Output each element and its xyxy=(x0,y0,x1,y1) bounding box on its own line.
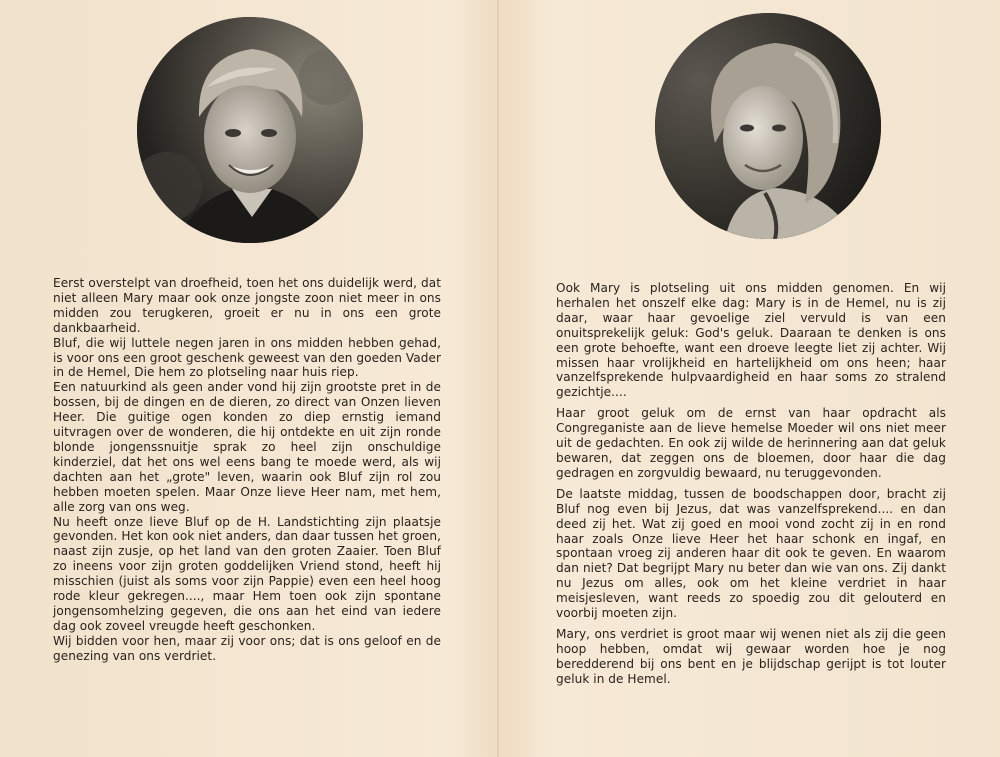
right-paragraph: De laatste middag, tussen de boodschappen door, bracht zij Bluf nog even bij Jezus, dat was vanzelfsprekend.... en dan deed zij het. Wat zij goed en mooi vond zocht zij in en rond haar zoals Onze lieve Heer het haar schonk en ingaf, en spontaan vroeg zij anderen haar dit ook te geven. En waarom dan niet? Dat begrijpt Mary nu beter dan wie van ons. Zij dankt nu Jezus om alles, ook om het kleine verdriet in haar meisjesleven, want reeds zo spoedig zou dit gelouterd en voorbij moeten zijn. xyxy=(556,486,946,621)
left-page xyxy=(0,0,497,757)
left-page-text xyxy=(53,276,441,664)
right-page-text xyxy=(556,281,946,687)
left-paragraph: Een natuurkind als geen ander vond hij zijn grootste pret in de bossen, bij de dingen en de dieren, zo direct van Onzen lieven Heer. Die guitige ogen konden zo diep ernstig iemand uitvragen over de wonderen, die hij ontdekte en uit zijn ronde blonde jongenssnuitje sprak zo heel zijn onschuldige kinderziel, dat het ons wel eens bang te moede werd, als wij dachten aan het „grote" leven, waarin ook Bluf zijn rol zou hebben moeten spelen. Maar Onze lieve Heer nam, met hem, alle zorg van ons weg. xyxy=(53,380,441,514)
left-paragraph: Eerst overstelpt van droefheid, toen het ons duidelijk werd, dat niet alleen Mary maar ook onze jongste zoon niet meer in ons midden zou terugkeren, groeit er nu in ons een grote dankbaarheid. xyxy=(53,276,441,335)
girl-portrait-photo xyxy=(655,13,881,239)
right-paragraph: Mary, ons verdriet is groot maar wij wenen niet als zij die geen hoop hebben, omdat wij gewaar worden hoe je nog beredderend bij ons bent en je blijdschap gerijpt is tot louter geluk in de Hemel. xyxy=(556,626,946,686)
right-paragraph: Ook Mary is plotseling uit ons midden genomen. En wij herhalen het onszelf elke dag: Mary is in de Hemel, nu is zij daar, waar haar gevoelige ziel vervuld is van een onuitsprekelijk geluk: God's geluk. Daaraan te denken is ons een grote behoefte, want een droeve leegte liet zij achter. Wij missen haar vrolijkheid en hartelijkheid om ons heen; haar vanzelfsprekende hulpvaardigheid en haar soms zo stralend gezichtje.... xyxy=(556,281,946,400)
left-paragraph: Bluf, die wij luttele negen jaren in ons midden hebben gehad, is voor ons een groot geschenk geweest van den goeden Vader in de Hemel, Die hem zo plotseling naar huis riep. xyxy=(53,335,441,380)
right-page xyxy=(500,0,1000,757)
left-paragraph: Wij bidden voor hen, maar zij voor ons; dat is ons geloof en de genezing van ons verdriet. xyxy=(53,633,441,663)
right-paragraph: Haar groot geluk om de ernst van haar opdracht als Congreganiste aan de lieve hemelse Moeder wil ons niet meer uit de gedachten. En ook zij wilde de herinnering aan dat geluk bewaren, dat zeggen ons de bloemen, door haar die dag gedragen en zorgvuldig bewaard, nu teruggevonden. xyxy=(556,406,946,480)
center-fold xyxy=(497,0,499,757)
boy-portrait-photo xyxy=(137,17,363,243)
left-paragraph: Nu heeft onze lieve Bluf op de H. Landstichting zijn plaatsje gevonden. Het kon ook niet anders, dan daar tussen het groen, naast zijn zusje, op het land van den groten Zaaier. Toen Bluf zo ineens voor zijn groten goddelijken Vriend stond, heeft hij misschien (juist als soms voor zijn Pappie) even een heel hoog rode kleur gekregen...., maar Hem toen ook zijn spontane jongensomhelzing gegeven, die ons aan het eind van iedere dag ook zoveel vreugde heeft geschonken. xyxy=(53,514,441,633)
